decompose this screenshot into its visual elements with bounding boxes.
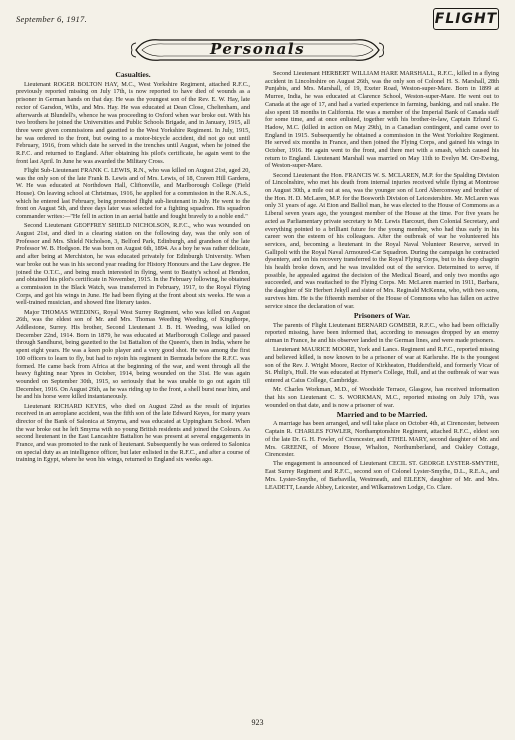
paragraph: Lieutenant MAURICE MOORE, York and Lancs. Regiment and R.F.C., reported missing and believed killed, is now known to be a prisoner of war at Karlsruhe. He is the youngest son of the Rev. J. Wright Moore, Rector of Kirkheaton, Huddersfield, and formerly Vicar of St. Philip's, Hull. He was educated at Hymer's College, Hull, and at the outbreak of war was entered at Caius College, Cambridge. xyxy=(265,346,499,384)
flight-logo: FLIGHT xyxy=(433,8,499,30)
paragraph: The parents of Flight Lieutenant BERNARD GOMBER, R.F.C., who had been officially reported missing, have been informed that, according to messages dropped by an enemy airman in France, he and his observer landed in the German lines, and were made prisoners. xyxy=(265,321,499,344)
section-banner xyxy=(130,34,385,66)
paragraph: Flight Sub-Lieutenant FRANK C. LEWIS, R.N., who was killed on August 21st, aged 20, was the only son of the late Frank B. Lewis and of Mrs. Lewis, of 18, Craven Hill Gardens, W. He was educated at Northdown Hall, Cliftonville, and Marlborough College (Field House). On leaving school at Christmas, 1916, he applied for a commission in the R.N.A.S., which he entered last February, being promoted flight sub-lieutenant in July. He went to the front on August 5th, and three days later was selected for a fighting squadron. His squadron commander writes:—"He fell in action in an aerial battle and fought bravely to a noble end." xyxy=(16,166,250,221)
married-heading: Married and to be Married. xyxy=(336,409,428,419)
paragraph: The engagement is announced of Lieutenant CECIL ST. GEORGE LYSTER-SMYTHE, East Surrey Regiment and R.F.C., second son of Colonel Lyster-Smythe, D.L., R.E.A., and Mrs. Lyster-Smythe, of Barbavilla, Westmeath, and EILEEN, daughter of Mr. and Mrs. LEADETT, Leande Abbey, Leicester, and Wilkamstown Lodge, Co. Clare. xyxy=(265,460,499,491)
issue-date: September 6, 1917. xyxy=(16,14,88,24)
casualties-heading: Casualties. xyxy=(115,70,151,79)
prisoners-heading: Prisoners of War. xyxy=(353,310,411,320)
paragraph: Mr. Charles Workman, M.D., of Woodside Terrace, Glasgow, has received information that his son Lieutenant C. S. WORKMAN, M.C., reported missing on July 17th, was wounded on that date, and is now a prisoner of war. xyxy=(265,386,499,409)
banner-title: Personals xyxy=(209,40,306,58)
paragraph: Major THOMAS WEEDING, Royal West Surrey Regiment, who was killed on August 26th, was the eldest son of Mr. and Mrs. Thomas Weeding Weeding, of Kingthorpe, Addlestone, Surrey. His brother, Second Lieutenant J. B. H. Weeding, was killed on December 22nd, 1914. Born in 1879, he was educated at Marlborough College and passed through Sandhurst, being gazetted to the 1st Battalion of the Queen's, then in India, where he spent eight years. He was a keen polo player and a very good shot. He was among the first 100 officers to learn to fly, but had to rejoin his regiment in Bermuda before the R.F.C. was formed. He came back from Africa at the beginning of the war, and went through all the heavy fighting near Ypres in October, 1914, being wounded on the 31st. He was again wounded on September 30th, 1915, so seriously that he was unable to go out again till December, 1916. On August 26th, as he was riding up to the front, a shell burst near him, and he and his horse were killed instantaneously. xyxy=(16,308,250,401)
paragraph: Second Lieutenant the Hon. FRANCIS W. S. MCLAREN, M.P. for the Spalding Division of Lincolnshire, who met his death from internal injuries received while flying at Montrose on August 30th, a mile out at sea, was the younger son of Lord Aberconway and brother of the Hon. H. D. McLaren, M.P. for the Bosworth Division of Leicestershire. Mr. McLaren was only 31 years of age. At Eton and Balliol man, he was elected to the House of Commons as a Liberal seven years ago, the youngest member of the House at the time. For five years he acted as Parliamentary private secretary to Mr. Lewis Harcourt, then Colonial Secretary, and everything pointed to a brilliant future for the young member, who had thus early in his career won the esteem of his colleagues. After the outbreak of war he volunteered his services, and, becoming a lieutenant in the Royal Naval Volunteer Reserve, served in Gallipoli with the Royal Naval Armoured-Car Squadron. During the campaign he contracted dysentery, and on his recovery transferred to the Royal Flying Corps, but to his deep chagrin his health broke down, and he was invalided out of the service. Determined to serve, if possible, he appealed against the decision of the Medical Board, and only two months ago succeeded, and was reattached to the Flying Corps. Mr. McLaren married in 1911, Barbara, the daughter of Sir Herbert Jekyll and sister of Mrs. Reginald McKenna, who, with two sons, survives him. He is the fifteenth member of the House of Commons who has fallen on active service since the declaration of war. xyxy=(265,171,499,310)
right-column xyxy=(265,70,499,710)
paragraph: A marriage has been arranged, and will take place on October 4th, at Cirencester, between Captain R. CHARLES FOWLER, Northamptonshire Regiment, attached R.F.C., eldest son of the late Dr. G. H. Fowler, of Cirencester, and ETHEL MARY, second daughter of Mr. and Mrs. GREENE, of Moore House, Whalton, Northumberland, and Oakley Cottage, Cirencester. xyxy=(265,420,499,459)
paragraph: Second Lieutenant GEOFFREY SHIELD NICHOLSON, R.F.C., who was wounded on August 21st, and died in a clearing station on the following day, was the only son of Professor and Mrs. Shield Nicholson, 3, Belford Park, Edinburgh, and grandson of the late Professor W. B. Hodgson. He was born on August 6th, 1894. As a boy he was rather delicate, and after being at Merchiston, he was educated privately for Edinburgh University. When war broke out he was in his second year reading for History Honours and the Law degree. He joined the O.T.C., and being much interested in flying, went to Beatty's school at Hendon, and obtained his pilot's certificate in November, 1915. In the February following, he obtained a commission in the Black Watch, was transferred in February, 1917, to the Royal Flying Corps, and got his wings in June. He had been flying at the front about six weeks. He was a well-trained musician, and showed fine literary tastes. xyxy=(16,222,250,307)
page-header xyxy=(16,8,499,32)
paragraph: Lieutenant RICHARD KEYES, who died on August 22nd as the result of injuries received in an aeroplane accident, was the fifth son of the late Edward Keyes, for many years director of the Bank of Salonica at Smyrna, and was educated at Uppingham School. When the war broke out he left Smyrna with no young British residents and joined the Colours. As second lieutenant in the East Lancashire Battalion he was present at several engagements in France, and was promoted to the rank of lieutenant. Subsequently he was ordered to Salonica on special duty as an intelligence officer, but later enlisted in the R.F.C., and after a course of training in Egypt, where he won his wings, returned to England six weeks ago. xyxy=(16,402,250,464)
paragraph: Second Lieutenant HERBERT WILLIAM HARE MARSHALL, R.F.C., killed in a flying accident in Lincolnshire on August 26th, was the only son of Colonel H. S. Marshall, 28th Punjabis, and Mrs. Marshall, of 19, Exeter Road, Weston-super-Mare. Born in 1899 at Murree, India, he was educated at Clarence School, Weston-super-Mare. He went out to Canada at the age of 17, and had a varied experience in farming, banking, and rail snake. He also spent 18 months in California. He was a member of the Imperial Bank of Canada staff for some time, and at once enlisted, together with his brother-in-law, Captain Erlund G. Hadow, M.C. (killed in action on May 29th), in a Canadian contingent, and came over to England in 1915. Subsequently he obtained a commission in the West Yorkshire Regiment. He served six months in France, and then joined the Flying Corps, and gained his wings in October, 1916. He again went to the front, and there met with a smash, which caused his return to England. Lieutenant Marshall was married on May 11th to Evelyn M. Orr-Ewing, of Weston-super-Mare. xyxy=(265,70,499,170)
left-column xyxy=(16,70,250,710)
paragraph: Lieutenant ROGER BOLTON HAY, M.C., West Yorkshire Regiment, attached R.F.C., previously reported missing on July 17th, is now reported to have died of wounds as a prisoner in German hands on that day. He was the youngest son of the Rev. E. W. Hay, late rector of Garsdon, Wilts, and Mrs. Hay. He was educated at Dean Close, Cheltenham, and afterwards at Blundell's, whence he was proceeding to Oxford when war broke out. With his two brothers he joined the Universities and Public Schools Brigade, and in January, 1915, all three were given commissions and gazetted to the West Yorkshire Regiment. In July, 1915, he was ordered to the front, but owing to a motor-bicycle accident, did not go out until February, 1916, from which date he served in the trenches until August, when he joined the R.F.C. and returned to England. After obtaining his pilot's certificate, he again went to the front last April. In June he was awarded the Military Cross. xyxy=(16,80,250,165)
article-columns xyxy=(16,70,499,710)
page-number: 923 xyxy=(251,718,264,727)
